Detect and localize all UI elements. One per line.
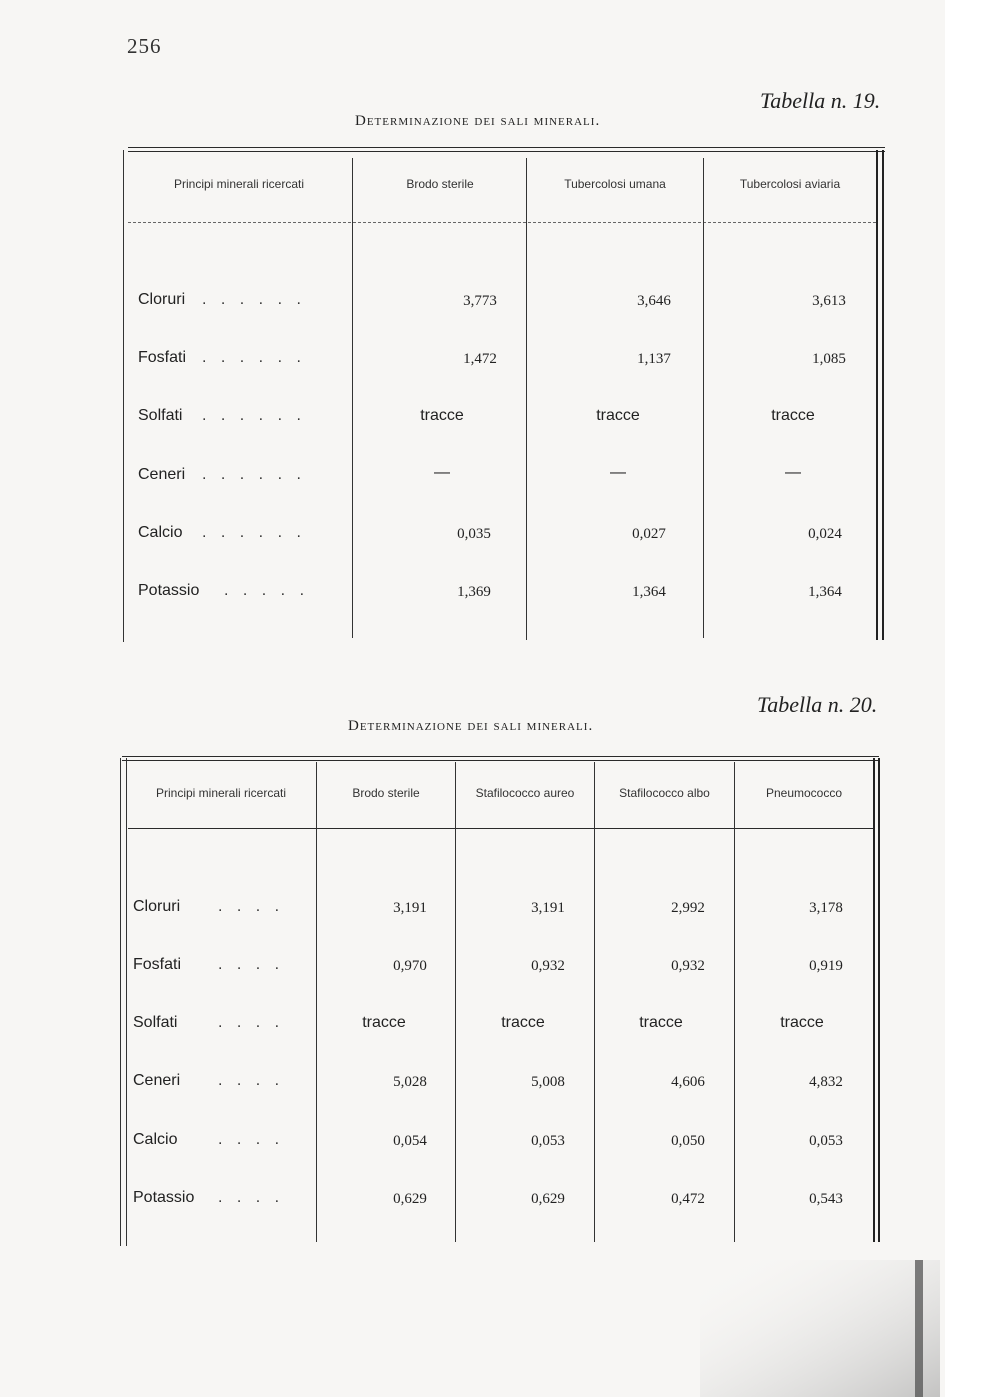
table-right-border xyxy=(882,150,884,640)
row-label: Potassio xyxy=(133,1189,195,1206)
row-label: Potassio xyxy=(138,582,200,599)
table-number: Tabella n. 19. xyxy=(760,88,881,113)
leader-dots: . . . . . . xyxy=(202,466,306,483)
table-cell: 2,992 xyxy=(671,900,705,916)
table-top-rule xyxy=(122,756,879,757)
table-cell: 5,028 xyxy=(393,1074,427,1090)
leader-dots: . . . . xyxy=(218,1072,285,1089)
column-divider xyxy=(526,158,527,640)
leader-dots: . . . . xyxy=(218,898,285,915)
table-cell: 0,919 xyxy=(809,958,843,974)
table-cell: 3,646 xyxy=(637,293,671,309)
row-label: Fosfati xyxy=(138,349,187,366)
table-cell: 3,773 xyxy=(463,293,497,309)
column-header: Pneumococco xyxy=(765,786,843,800)
table-number: Tabella n. 20. xyxy=(757,692,878,717)
table-cell: tracce xyxy=(596,407,640,424)
table-cell: 3,191 xyxy=(393,900,427,916)
leader-dots: . . . . xyxy=(218,956,285,973)
column-divider xyxy=(703,158,704,638)
column-header: Stafilococco aureo xyxy=(475,786,575,800)
table-cell: 1,085 xyxy=(812,351,846,367)
row-label: Solfati xyxy=(138,407,183,424)
column-header: Principi minerali ricercati xyxy=(173,177,305,191)
leader-dots: . . . . . . xyxy=(202,291,306,308)
table-cell: tracce xyxy=(771,407,815,424)
table-cell: tracce xyxy=(362,1014,406,1031)
row-label: Cloruri xyxy=(133,898,181,915)
column-header: Stafilococco albo xyxy=(619,786,710,800)
leader-dots: . . . . xyxy=(218,1014,285,1031)
row-label: Ceneri xyxy=(133,1072,181,1089)
table-cell: 0,629 xyxy=(531,1191,565,1207)
table-cell: 0,053 xyxy=(531,1133,565,1149)
leader-dots: . . . . . . xyxy=(202,524,306,541)
table-cell: 1,137 xyxy=(637,351,671,367)
header-rule xyxy=(128,828,873,829)
table-cell: 3,613 xyxy=(812,293,846,309)
table-cell: 5,008 xyxy=(531,1074,565,1090)
column-header: Brodo sterile xyxy=(352,786,420,800)
table-cell: 1,472 xyxy=(463,351,497,367)
table-cell: 3,191 xyxy=(531,900,565,916)
table-title: Determinazione dei sali minerali. xyxy=(348,718,594,734)
column-header: Brodo sterile xyxy=(406,177,474,191)
table-right-border xyxy=(878,758,880,1242)
table-cell: — xyxy=(785,464,801,481)
table-top-rule xyxy=(128,147,885,148)
table-cell: 0,932 xyxy=(671,958,705,974)
table-cell: 0,050 xyxy=(671,1133,705,1149)
table-cell: 3,178 xyxy=(809,900,843,916)
table-cell: 0,024 xyxy=(808,526,842,542)
table-right-border xyxy=(873,758,875,1242)
table-cell: 0,035 xyxy=(457,526,491,542)
table-cell: tracce xyxy=(420,407,464,424)
table-cell: tracce xyxy=(639,1014,683,1031)
table-cell: 1,364 xyxy=(632,584,666,600)
row-label: Ceneri xyxy=(138,466,186,483)
table-left-border xyxy=(126,758,127,1246)
table-top-rule xyxy=(128,151,885,152)
table-cell: — xyxy=(434,464,450,481)
page-number: 256 xyxy=(127,34,162,58)
table-cell: 0,932 xyxy=(531,958,565,974)
table-cell: 4,832 xyxy=(809,1074,843,1090)
table-cell: 0,053 xyxy=(809,1133,843,1149)
column-header: Principi minerali ricercati xyxy=(155,786,287,800)
table-cell: 0,054 xyxy=(393,1133,427,1149)
column-divider xyxy=(734,762,735,1242)
table-cell: 0,970 xyxy=(393,958,427,974)
column-divider xyxy=(352,158,353,638)
row-label: Cloruri xyxy=(138,291,186,308)
row-label: Solfati xyxy=(133,1014,178,1031)
table-cell: tracce xyxy=(501,1014,545,1031)
table-left-border xyxy=(120,758,121,1246)
table-cell: 0,027 xyxy=(632,526,666,542)
column-header: Tubercolosi aviaria xyxy=(739,177,841,191)
table-cell: — xyxy=(610,464,626,481)
leader-dots: . . . . . xyxy=(224,582,310,599)
scan-shadow xyxy=(700,1260,940,1397)
table-cell: 1,369 xyxy=(457,584,491,600)
table-cell: tracce xyxy=(780,1014,824,1031)
leader-dots: . . . . . . xyxy=(202,407,306,424)
row-label: Fosfati xyxy=(133,956,182,973)
column-header: Tubercolosi umana xyxy=(564,177,666,191)
column-divider xyxy=(455,762,456,1242)
row-label: Calcio xyxy=(133,1131,178,1148)
column-divider xyxy=(316,762,317,1242)
leader-dots: . . . . xyxy=(218,1189,285,1206)
table-title: Determinazione dei sali minerali. xyxy=(355,113,601,129)
table-cell: 4,606 xyxy=(671,1074,705,1090)
table-cell: 1,364 xyxy=(808,584,842,600)
header-rule xyxy=(128,222,876,223)
table-cell: 0,629 xyxy=(393,1191,427,1207)
table-top-rule xyxy=(122,760,879,761)
table-left-border xyxy=(123,150,124,642)
row-label: Calcio xyxy=(138,524,183,541)
leader-dots: . . . . . . xyxy=(202,349,306,366)
table-cell: 0,472 xyxy=(671,1191,705,1207)
column-divider xyxy=(594,762,595,1242)
table-cell: 0,543 xyxy=(809,1191,843,1207)
leader-dots: . . . . xyxy=(218,1131,285,1148)
table-right-border xyxy=(876,150,878,640)
